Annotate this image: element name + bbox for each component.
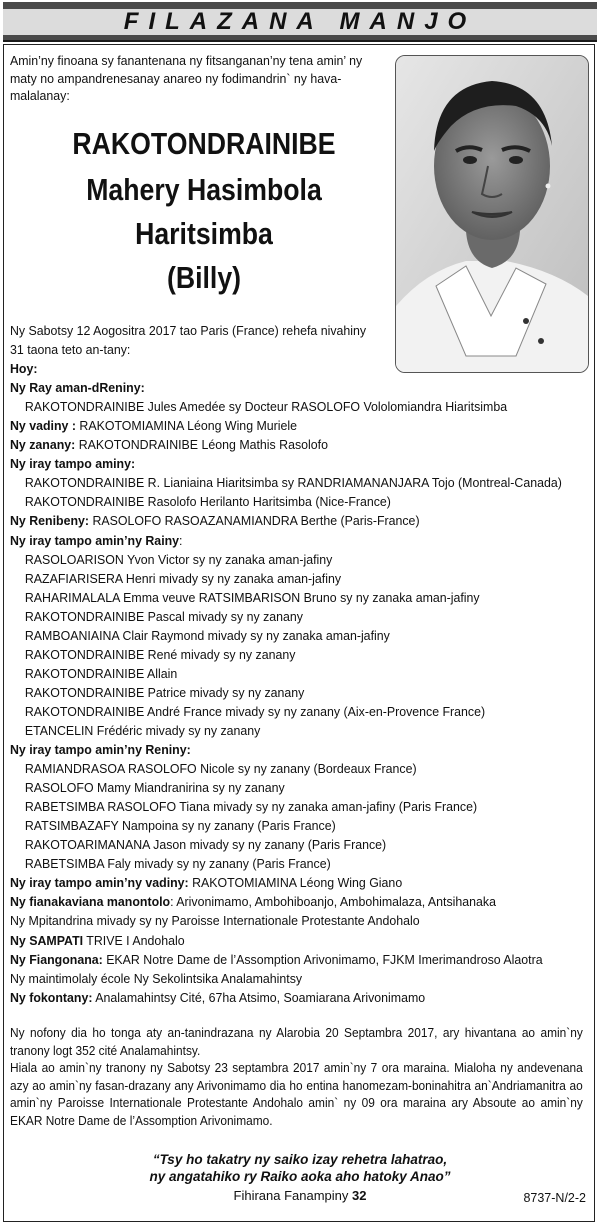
list-item — [10, 531, 549, 550]
quote-line-1: “Tsy ho takatry ny saiko izay rehetra lahatrao, — [152, 1152, 448, 1167]
list-item — [10, 759, 549, 778]
hymn-label: Fihirana Fanampiny — [233, 1188, 353, 1203]
survivors-list — [10, 321, 590, 1007]
list-item-text: Analamahintsy Cité, 67ha Atsimo, Soamiarana Arivonimamo — [92, 989, 426, 1005]
list-item-text: Ny Sabotsy 12 Aogositra 2017 tao Paris (France) rehefa nivahiny — [10, 323, 367, 338]
list-item-text: RABETSIMBA Faly mivady sy ny zanany (Paris France) — [24, 856, 331, 872]
list-item-text: RAKOTONDRAINIBE André France mivady sy ny zanany (Aix-en-Provence France) — [24, 703, 486, 719]
list-item — [10, 607, 549, 626]
list-item-heading: Ny Fiangonana: — [10, 951, 103, 967]
name-line-1: RAKOTONDRAINIBE — [72, 126, 336, 161]
list-item-text: RAKOTONDRAINIBE R. Lianiaina Hiaritsimba sy RANDRIAMANANJARA Tojo (Montreal-Canada) — [24, 475, 562, 491]
list-item-heading: Ny iray tampo amin’ny Reniny: — [10, 742, 191, 758]
list-item-text: RAKOTONDRAINIBE Patrice mivady sy ny zanany — [24, 684, 305, 700]
list-item-text: Ny maintimolaly école Ny Sekolintsika Analamahintsy — [10, 970, 303, 986]
hymn-reference — [0, 1188, 600, 1203]
list-item — [10, 340, 549, 359]
list-item-heading: Ny vadiny : — [10, 418, 76, 434]
header-bar — [3, 2, 597, 42]
list-item-text: RASOLOARISON Yvon Victor sy ny zanaka aman-jafiny — [24, 551, 333, 567]
list-item-heading: Ny iray tampo amin’ny Rainy — [10, 532, 180, 548]
list-item-text: RAKOTONDRAINIBE Jules Amedée sy Docteur RASOLOFO Vololomiandra Hiaritsimba — [24, 399, 508, 415]
list-item — [10, 569, 549, 588]
list-item — [10, 702, 549, 721]
list-item-text: Ny Mpitandrina mivady sy ny Paroisse Internationale Protestante Andohalo — [10, 913, 420, 929]
list-item — [10, 378, 549, 397]
list-item — [10, 664, 549, 683]
list-item-text: RAZAFIARISERA Henri mivady sy ny zanaka aman-jafiny — [24, 570, 342, 586]
list-item-text: 31 taona teto an-tany: — [10, 342, 131, 358]
list-item-text: RAMIANDRASOA RASOLOFO Nicole sy ny zanany (Bordeaux France) — [24, 761, 417, 777]
hymn-number: 32 — [352, 1188, 367, 1203]
list-item-heading: Ny fianakaviana manontolo — [10, 894, 171, 910]
list-item — [10, 321, 549, 340]
list-item-text: TRIVE I Andohalo — [83, 932, 185, 948]
list-item-text: ETANCELIN Frédéric mivady sy ny zanany — [24, 722, 261, 738]
list-item-text: RAKOTONDRAINIBE Pascal mivady sy ny zanany — [24, 608, 303, 624]
list-item — [10, 550, 549, 569]
list-item — [10, 721, 549, 740]
list-item — [10, 511, 549, 530]
list-item — [10, 892, 549, 911]
list-item — [10, 950, 549, 969]
list-item-text: RAKOTOMIAMINA Léong Wing Giano — [188, 875, 403, 891]
list-item — [10, 835, 549, 854]
list-item-heading: Ny iray tampo amin’ny vadiny: — [10, 875, 189, 891]
list-item — [10, 359, 549, 378]
list-item — [10, 645, 549, 664]
name-line-4: (Billy) — [166, 260, 242, 295]
list-item-text: RAKOTOARIMANANA Jason mivady sy ny zanany (Paris France) — [24, 837, 387, 853]
list-item-heading: Ny SAMPATI — [10, 932, 84, 948]
intro-text: Amin’ny finoana sy fanantenana ny fitsanganan’ny tena amin’ ny maty no ampandrenesanay anareo ny fodimandrin` ny hava-malalanay: — [10, 53, 363, 104]
list-item — [10, 588, 549, 607]
list-item-heading: Ny zanany: — [10, 437, 76, 453]
name-line-3: Haritsimba — [135, 216, 273, 251]
list-item — [10, 626, 549, 645]
list-item-heading: Ny Ray aman-dReniny: — [10, 380, 145, 396]
list-item-text: RAKOTONDRAINIBE Rasolofo Herilanto Haritsimba (Nice-France) — [24, 494, 391, 510]
list-item — [10, 416, 549, 435]
list-item-text: : Arivonimamo, Ambohiboanjo, Ambohimalaza, Antsihanaka — [170, 894, 496, 910]
list-item — [10, 397, 549, 416]
list-item — [10, 473, 562, 492]
list-item-text: RAKOTOMIAMINA Léong Wing Muriele — [75, 418, 298, 434]
list-item-text: RAMBOANIAINA Clair Raymond mivady sy ny zanaka aman-jafiny — [24, 627, 390, 643]
quote-line-2: ny angatahiko ry Raiko aoka aho hatoky Anao” — [149, 1169, 451, 1184]
header-title: FILAZANA MANJO — [3, 9, 597, 35]
paragraph-arrival: Ny nofony dia ho tonga aty an-tanindrazana ny Alarobia 20 Septambra 2017, ary hivantana ao amin`ny tranony logt 352 cité Analamahintsy. — [10, 1025, 583, 1058]
list-item — [10, 931, 549, 950]
list-item — [10, 454, 549, 473]
list-item — [10, 816, 549, 835]
paragraph-ceremony: Hiala ao amin`ny tranony ny Sabotsy 23 septambra 2017 amin`ny 7 ora maraina. Mialoha ny andevenana azy ao amin`ny fasan-drazany any Arivonimamo dia ho entina hanomezam-boninahitra an`Andriamanitra ao amin`ny Paroisse Internationale Protestante Andohalo amin` ny 09 ora maraina ary Absoute ao amin`ny EKAR Notre Dame de l’Assomption Arivonimamo. — [10, 1060, 583, 1128]
list-item — [10, 988, 549, 1007]
list-item-text: RAKOTONDRAINIBE René mivady sy ny zanany — [24, 646, 296, 662]
list-item — [10, 740, 549, 759]
list-item-text: : — [179, 532, 183, 548]
notice-reference: 8737-N/2-2 — [523, 1191, 586, 1205]
list-item-text: RASOLOFO RASOAZANAMIANDRA Berthe (Paris-France) — [89, 513, 420, 529]
list-item-text: RAKOTONDRAINIBE Léong Mathis Rasolofo — [75, 437, 328, 453]
list-item-text: RASOLOFO Mamy Miandranirina sy ny zanany — [24, 780, 285, 796]
list-item-text: RAKOTONDRAINIBE Allain — [24, 665, 178, 681]
list-item — [10, 778, 549, 797]
list-item — [10, 797, 549, 816]
name-line-2: Mahery Hasimbola — [86, 172, 322, 207]
list-item-text: EKAR Notre Dame de l’Assomption Arivonimamo, FJKM Imerimandroso Alaotra — [102, 951, 543, 967]
list-item — [10, 492, 549, 511]
list-item — [10, 854, 549, 873]
list-item — [10, 683, 549, 702]
list-item-text: RAHARIMALALA Emma veuve RATSIMBARISON Bruno sy ny zanaka aman-jafiny — [24, 589, 480, 605]
list-item-heading: Hoy: — [10, 361, 38, 377]
list-item — [10, 873, 549, 892]
list-item-text: RABETSIMBA RASOLOFO Tiana mivady sy ny zanaka aman-jafiny (Paris France) — [24, 799, 478, 815]
list-item-heading: Ny fokontany: — [10, 989, 93, 1005]
list-item — [10, 969, 549, 988]
list-item-heading: Ny Renibeny: — [10, 513, 90, 529]
list-item-heading: Ny iray tampo aminy: — [10, 456, 136, 472]
list-item — [10, 435, 549, 454]
list-item-text: RATSIMBAZAFY Nampoina sy ny zanany (Paris France) — [24, 818, 336, 834]
list-item — [10, 911, 549, 930]
